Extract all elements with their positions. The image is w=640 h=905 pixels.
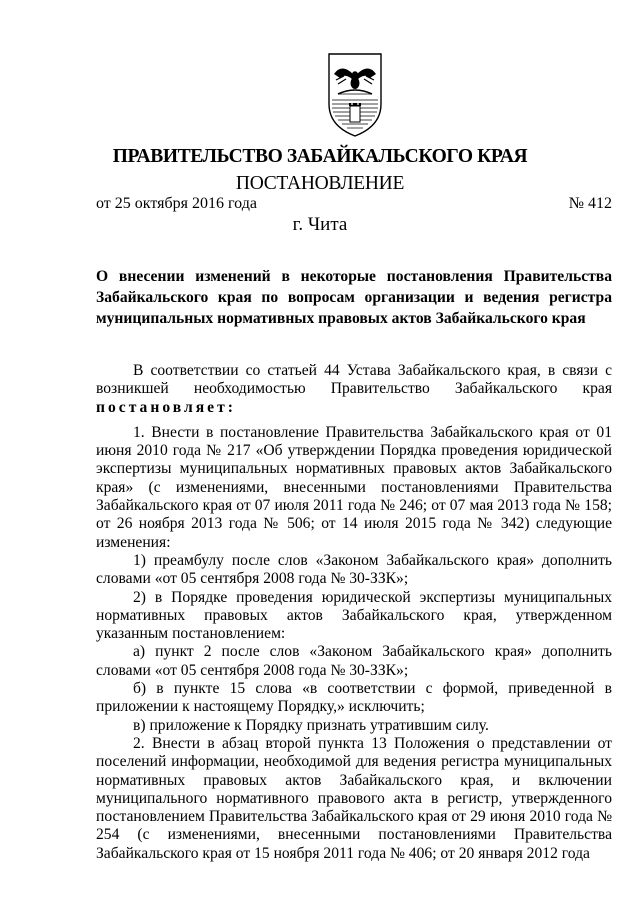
- paragraph-1-1: 1) преамбулу после слов «Законом Забайкальского края» дополнить словами «от 05 сентября 2008 года № 30-ЗЗК»;: [96, 551, 612, 588]
- organization-name: ПРАВИТЕЛЬСТВО ЗАБАЙКАЛЬСКОГО КРАЯ: [112, 146, 528, 167]
- paragraph-2: 2. Внести в абзац второй пункта 13 Положения о представлении от поселений информации, необходимой для ведения регистра муниципальных нормативных правовых актов Забайкальского края, и включении муниципального нормативного правового акта в регистр, утвержденного постановлением Правительства Забайкальского края от 29 июня 2010 года № 254 (с изменениями, внесенными постановлениями Правительства Забайкальского края от 15 ноября 2011 года № 406; от 20 января 2012 года: [96, 734, 612, 862]
- document-body: [96, 362, 612, 863]
- paragraph-1-2: 2) в Порядке проведения юридической экспертизы муниципальных нормативных правовых актов Забайкальского края, утвержденном указанным постановлением:: [96, 588, 612, 643]
- paragraph-1-2-a: а) пункт 2 после слов «Законом Забайкальского края» дополнить словами «от 05 сентября 2008 года № 30-ЗЗК»;: [96, 643, 612, 679]
- document-city: г. Чита: [292, 214, 348, 235]
- coat-of-arms-icon: [326, 52, 384, 138]
- document-type: ПОСТАНОВЛЕНИЕ: [235, 173, 405, 194]
- document-number: № 412: [568, 195, 612, 212]
- paragraph-1: 1. Внести в постановление Правительства Забайкальского края от 01 июня 2010 года № 217 «Об утверждении Порядка проведения юридической экспертизы муниципальных нормативных правовых актов Забайкальского края» (с изменениями, внесенными постановлениями Правительства Забайкальского края от 07 июля 2011 года № 246; от 07 мая 2013 года № 158; от 26 ноября 2013 года № 506; от 14 июля 2015 года № 342) следующие изменения:: [96, 423, 612, 551]
- preamble-text: В соответствии со статьей 44 Устава Забайкальского края, в связи с возникшей необходимостью Правительство Забайкальского края: [96, 362, 612, 398]
- paragraph-1-2-b: б) в пункте 15 слова «в соответствии с формой, приведенной в приложении к настоящему Порядку,» исключить;: [96, 680, 612, 716]
- decree-word: постановляет:: [96, 398, 236, 416]
- document-date: от 25 октября 2016 года: [96, 195, 257, 212]
- preamble-paragraph: [96, 362, 612, 417]
- paragraph-1-2-v: в) приложение к Порядку признать утратившим силу.: [133, 716, 489, 734]
- document-title: О внесении изменений в некоторые постановления Правительства Забайкальского края по вопросам организации и ведения регистра муниципальных нормативных правовых актов Забайкальского края: [96, 268, 612, 327]
